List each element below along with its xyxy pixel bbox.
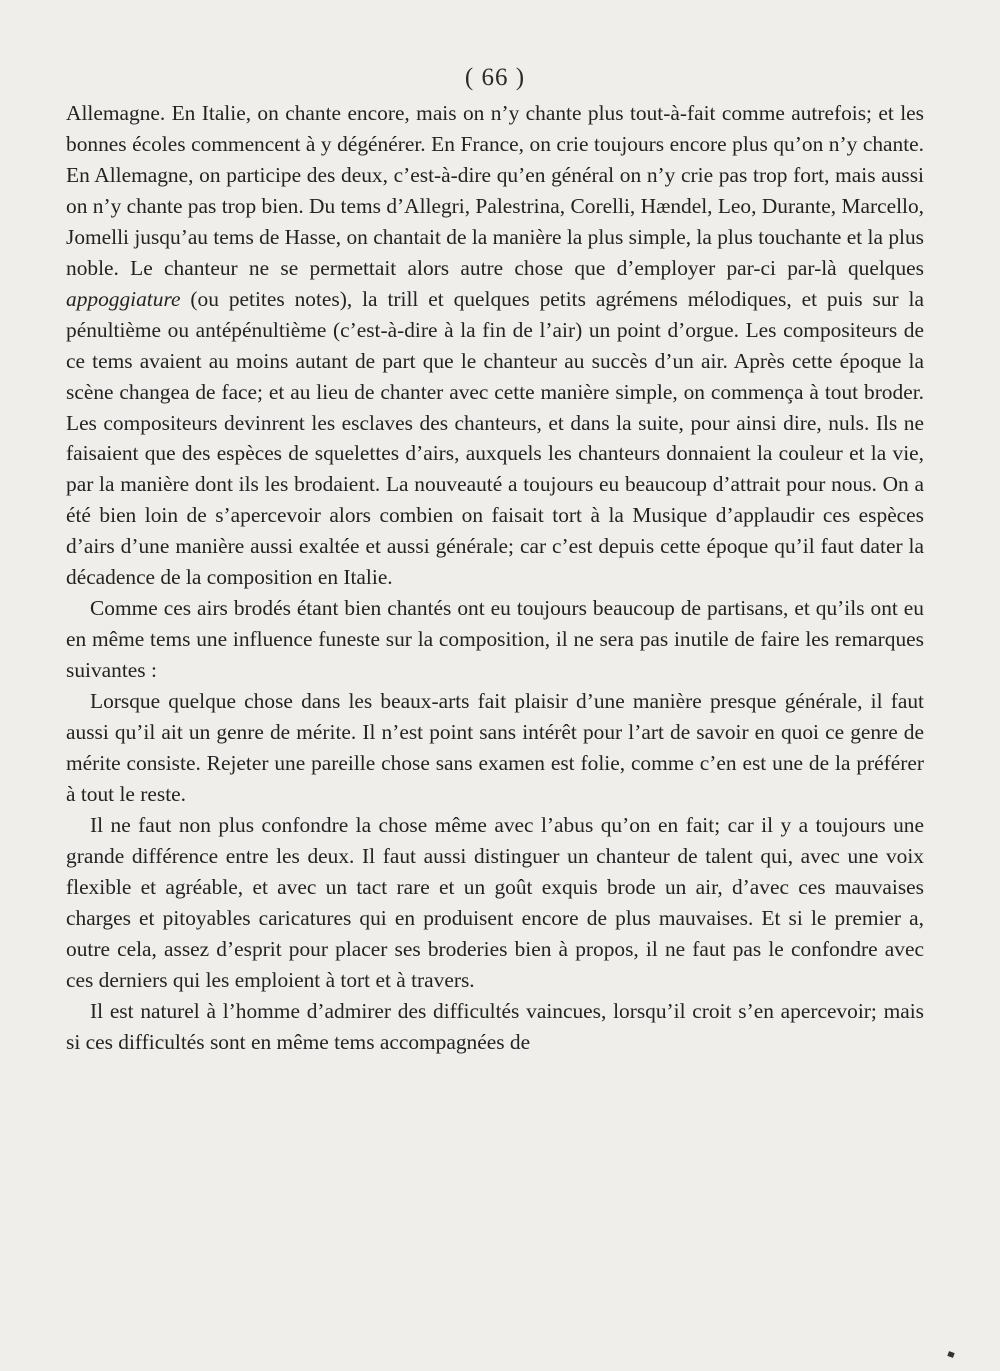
paragraph-1-text-start: Allemagne. En Italie, on chante encore, mais on n’y chante plus tout-à-fait comme autrefois; et les bonnes écoles commencent à y dégénérer. En France, on crie toujours encore plus qu’on n’y chante. En Allemagne, on participe des deux, c’est-à-dire qu’en général on n’y crie pas trop fort, mais aussi on n’y chante pas trop bien. Du tems d’Allegri, Palestrina, Corelli, Hændel, Leo, Durante, Marcello, Jomelli jusqu’au tems de Hasse, on chantait de la manière la plus simple, la plus touchante et la plus noble. Le chanteur ne se permettait alors autre chose que d’employer par-ci par-là quelques (66, 101, 924, 280)
body-text (66, 98, 924, 1058)
ink-speck (947, 1351, 954, 1358)
paragraph-1 (66, 98, 924, 593)
paragraph-2: Comme ces airs brodés étant bien chantés ont eu toujours beaucoup de partisans, et qu’ils ont eu en même tems une influence funeste sur la composition, il ne sera pas inutile de faire les remarques suivantes : (66, 596, 924, 683)
page-number: ( 66 ) (464, 64, 526, 91)
paragraph-3: Lorsque quelque chose dans les beaux-arts fait plaisir d’une manière presque générale, il faut aussi qu’il ait un genre de mérite. Il n’est point sans intérêt pour l’art de savoir en quoi ce genre de mérite consiste. Rejeter une pareille chose sans examen est folie, comme c’en est une de la préférer à tout le reste. (66, 689, 924, 806)
italic-term-appoggiature: appoggiature (66, 286, 181, 311)
paragraph-4: Il ne faut non plus confondre la chose même avec l’abus qu’on en fait; car il y a toujours une grande différence entre les deux. Il faut aussi distinguer un chanteur de talent qui, avec une voix flexible et agréable, et avec un tact rare et un goût exquis brode un air, d’avec ces mauvaises charges et pitoyables caricatures qui en produisent encore de plus mauvaises. Et si le premier a, outre cela, assez d’esprit pour placer ses broderies bien à propos, il ne faut pas le confondre avec ces derniers qui les emploient à tort et à travers. (66, 812, 924, 992)
paragraph-5: Il est naturel à l’homme d’admirer des difficultés vaincues, lorsqu’il croit s’en apercevoir; mais si ces difficultés sont en même tems accompagnées de (66, 998, 924, 1054)
paragraph-1-text-end: (ou petites notes), la trill et quelques petits agrémens mélodiques, et puis sur la pénultième ou antépénultième (c’est-à-dire à la fin de l’air) un point d’orgue. Les compositeurs de ce tems avaient au moins autant de part que le chanteur au succès d’un air. Après cette époque la scène changea de face; et au lieu de chanter avec cette manière simple, on commença à tout broder. Les compositeurs devinrent les esclaves des chanteurs, et dans la suite, pour ainsi dire, nuls. Ils ne faisaient que des espèces de squelettes d’airs, auxquels les chanteurs donnaient la couleur et la vie, par la manière dont ils les brodaient. La nouveauté a toujours eu beaucoup d’attrait pour nous. On a été bien loin de s’apercevoir alors combien on faisait tort à la Musique d’applaudir ces espèces d’airs d’une manière aussi exaltée et aussi générale; car c’est depuis cette époque qu’il faut dater la décadence de la composition en Italie. (66, 286, 924, 590)
